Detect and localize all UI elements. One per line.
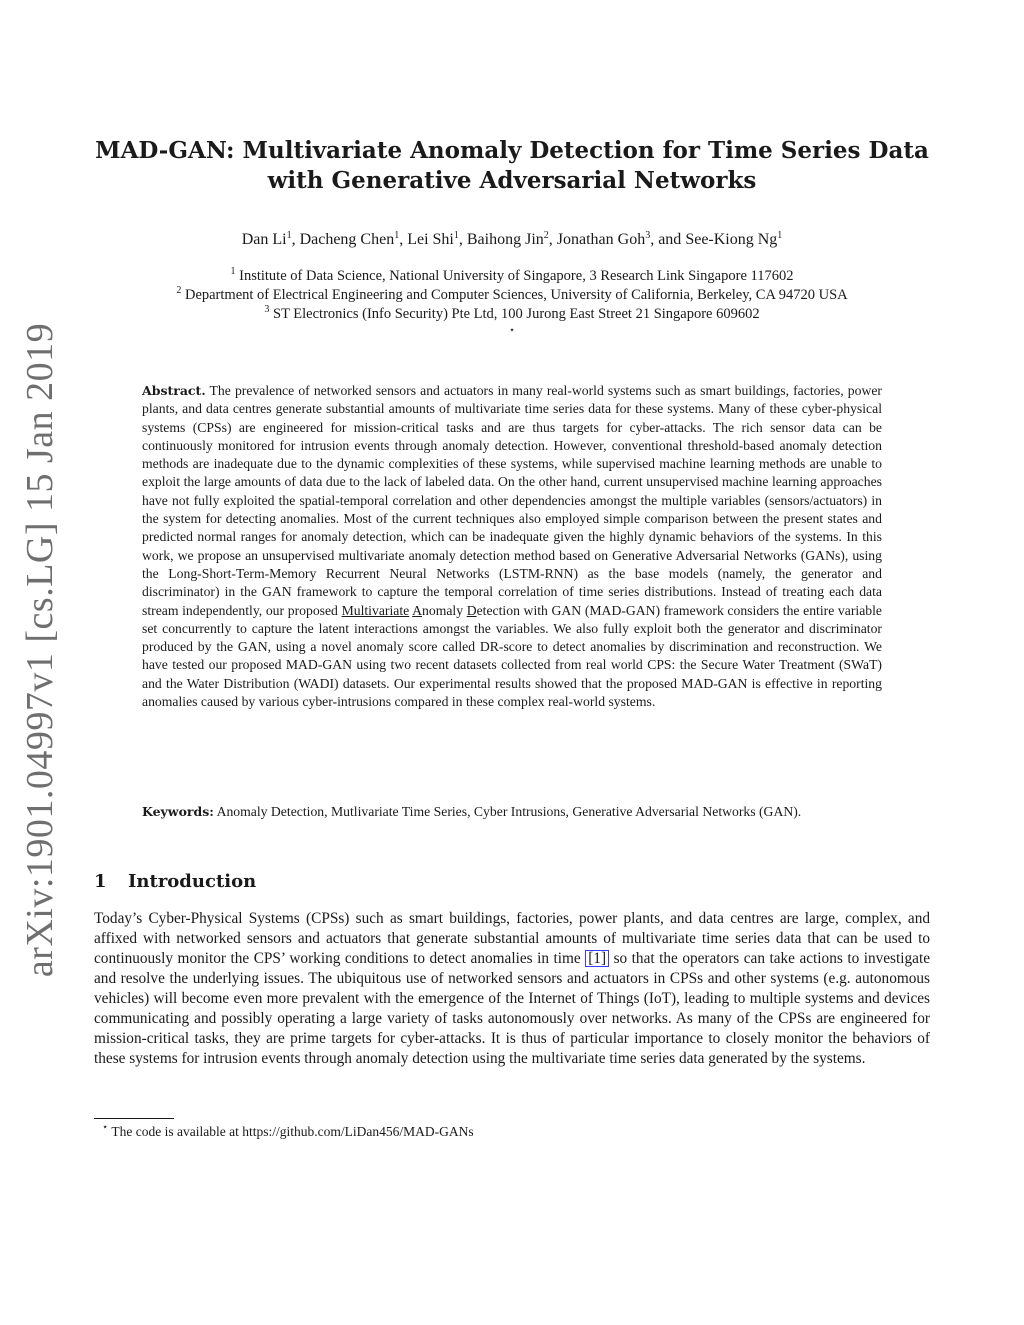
affiliation-text: Department of Electrical Engineering and Computer Sciences, University of California, Berkeley, CA 94720 USA (184, 287, 848, 303)
affiliation-item (94, 305, 930, 324)
abstract-anomaly-rest: nomaly (422, 602, 467, 618)
section-heading-introduction (94, 871, 256, 892)
footnote-mark: ⋆ (102, 1122, 109, 1133)
author-name: Dan Li (241, 231, 287, 248)
author-separator: , and (650, 231, 686, 248)
arxiv-identifier-text: arXiv:1901.04997v1 [cs.LG] 15 Jan 2019 (19, 322, 61, 978)
intro-text-continued: so that the operators can take actions to investigate and resolve the underlying issues. The ubiquitous use of networked sensors and actuators in CPSs and other systems (e.g. autonomous vehicles) will become even more prevalent with the emergence of the Internet of Things (IoT), leading to multiple systems and devices communicating and possibly operating a large variety of tasks autonomously over networks. As many of the CPSs are engineered for mission-critical tasks, they are prime targets for cyber-attacks. It is thus of particular importance to closely monitor the behaviors of these systems for intrusion events through anomaly detection using the multivariate time series data generated by the systems. (94, 950, 930, 1067)
author-name: Jonathan Goh (556, 231, 646, 248)
introduction-paragraph (94, 909, 930, 1069)
author-name: Baihong Jin (466, 231, 544, 248)
footnote-divider (94, 1118, 174, 1119)
author-name: Lei Shi (407, 231, 454, 248)
keywords-label: Keywords: (142, 804, 214, 819)
affiliation-text: ST Electronics (Info Security) Pte Ltd, 100 Jurong East Street 21 Singapore 609602 (273, 306, 760, 322)
author-separator: , (548, 231, 557, 248)
intro-text: Today’s Cyber-Physical Systems (CPSs) such as smart buildings, factories, power plants, and data centres are large, complex, and affixed with networked sensors and actuators that generate substantial amounts of multivariate time series data that can be used to continuously monitor the CPS’ working conditions to detect anomalies in time (94, 910, 930, 967)
paper-title (94, 136, 930, 196)
author-separator: , (458, 231, 467, 248)
section-title: Introduction (128, 871, 257, 892)
title-line-1: MAD-GAN: Multivariate Anomaly Detection for Time Series Data (95, 137, 929, 164)
abstract (142, 382, 882, 711)
affiliation-item (94, 267, 930, 286)
code-footnote (102, 1124, 474, 1140)
abstract-label: Abstract. (142, 383, 206, 398)
abstract-underlined-multivariate: Multivariate (341, 602, 410, 618)
affiliation-list (94, 267, 930, 338)
arxiv-identifier-stamp (0, 0, 80, 1325)
author-affiliation-mark: 3 (645, 230, 651, 241)
author-affiliation-mark: 1 (286, 230, 292, 241)
author-separator: , (291, 231, 300, 248)
author-name: Dacheng Chen (299, 231, 395, 248)
abstract-text: The prevalence of networked sensors and actuators in many real-world systems such as smart buildings, factories, power plants, and data centres generate substantial amounts of multivariate time series data for these systems. Many of these cyber-physical systems (CPSs) are engineered for mission-critical tasks and are thus targets for cyber-attacks. The rich sensor data can be continuously monitored for intrusion events through anomaly detection. However, conventional threshold-based anomaly detection methods are inadequate due to the dynamic complexities of these systems, while supervised machine learning methods are unable to exploit the large amounts of data due to the lack of labeled data. On the other hand, current unsupervised machine learning approaches have not fully exploited the spatial-temporal correlation and other dependencies amongst the multiple variables (sensors/actuators) in the system for detecting anomalies. Most of the current techniques also employed simple comparison between the present states and predicted normal ranges for anomaly detection, which can be inadequate given the highly dynamic behaviors of the systems. In this work, we propose an unsupervised multivariate anomaly detection method based on Generative Adversarial Networks (GANs), using the Long-Short-Term-Memory Recurrent Neural Networks (LSTM-RNN) as the base models (namely, the generator and discriminator) in the GAN framework to capture the temporal correlation of time series distributions. Instead of treating each data stream independently, our proposed (142, 383, 882, 618)
affiliation-mark: 2 (176, 285, 182, 296)
keywords-text: Anomaly Detection, Mutlivariate Time Series, Cyber Intrusions, Generative Adversarial Networks (GAN). (216, 804, 802, 819)
section-number: 1 (94, 871, 107, 892)
author-affiliation-mark: 2 (543, 230, 549, 241)
abstract-underlined-a: A (412, 602, 422, 618)
affiliation-mark: 1 (230, 266, 236, 277)
keywords (142, 803, 882, 821)
footnote-text: The code is available at https://github.com/LiDan456/MAD-GANs (111, 1124, 474, 1139)
title-line-2: with Generative Adversarial Networks (267, 167, 757, 194)
title-footnote-mark: ⋆ (508, 325, 516, 336)
author-affiliation-mark: 1 (453, 230, 459, 241)
affiliation-mark: 3 (264, 304, 270, 315)
author-name: See-Kiong Ng (685, 231, 778, 248)
author-list (94, 231, 930, 249)
author-separator: , (399, 231, 408, 248)
affiliation-text: Institute of Data Science, National University of Singapore, 3 Research Link Singapore 117602 (239, 268, 794, 284)
paper-page (94, 0, 930, 1325)
abstract-underlined-d: D (466, 602, 477, 618)
author-affiliation-mark: 1 (777, 230, 783, 241)
citation-link[interactable]: [1] (585, 950, 609, 967)
affiliation-item (94, 286, 930, 305)
abstract-text-continued: etection with GAN (MAD-GAN) framework considers the entire variable set concurrently to capture the latent interactions amongst the variables. We also fully exploit both the generator and discriminator produced by the GAN, using a novel anomaly score called DR-score to detect anomalies by discrimination and reconstruction. We have tested our proposed MAD-GAN using two recent datasets collected from real world CPS: the Secure Water Treatment (SWaT) and the Water Distribution (WADI) datasets. Our experimental results showed that the proposed MAD-GAN is effective in reporting anomalies caused by various cyber-intrusions compared in these complex real-world systems. (142, 602, 883, 710)
author-affiliation-mark: 1 (394, 230, 400, 241)
